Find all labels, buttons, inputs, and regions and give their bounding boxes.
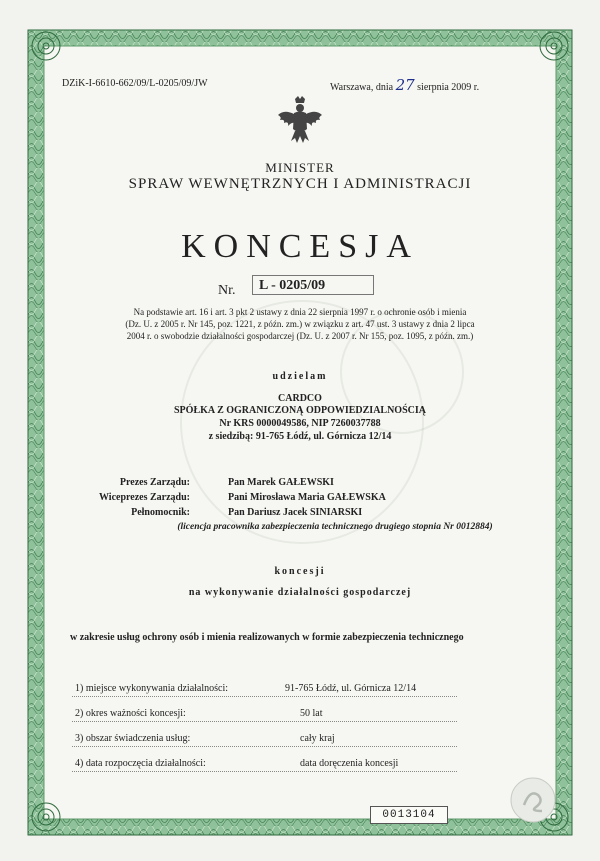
item-divider xyxy=(72,746,457,747)
item-divider xyxy=(72,771,457,772)
item-value: data doręczenia koncesji xyxy=(300,758,399,769)
item-label: 3) obszar świadczenia usług: xyxy=(75,733,191,744)
legal-basis-line: 2004 r. o swobodzie działalności gospodarczej (Dz. U. z 2007 r. Nr 155, poz. 1095, z późn. zm.) xyxy=(126,331,474,341)
company-name: CARDCO xyxy=(278,393,322,404)
person-name: Pan Dariusz Jacek SINIARSKI xyxy=(228,507,363,518)
date-prefix: Warszawa, dnia xyxy=(330,82,394,93)
legal-basis-line: Na podstawie art. 16 i art. 3 pkt 2 ustawy z dnia 22 sierpnia 1997 r. o ochronie osób i mienia xyxy=(133,307,467,317)
item-divider xyxy=(72,721,457,722)
company-seat: z siedzibą: 91-765 Łódź, ul. Górnicza 12/14 xyxy=(208,431,392,442)
legal-basis xyxy=(95,306,505,342)
person-row xyxy=(0,492,600,505)
person-row xyxy=(0,507,600,520)
concession-scope: w zakresie usług ochrony osób i mienia realizowanych w formie zabezpieczenia technicznego xyxy=(70,632,464,643)
item-label: 2) okres ważności koncesji: xyxy=(75,708,186,719)
person-role: Prezes Zarządu: xyxy=(119,477,190,488)
ministry-name: SPRAW WEWNĘTRZNYCH I ADMINISTRACJI xyxy=(128,176,472,192)
hologram-icon xyxy=(508,775,558,825)
date-rest: sierpnia 2009 r. xyxy=(417,82,480,93)
person-role: Pełnomocnik: xyxy=(131,507,190,518)
item-value: 50 lat xyxy=(300,708,323,719)
concession-word: koncesji xyxy=(274,566,326,577)
company-registry: Nr KRS 0000049586, NIP 7260037788 xyxy=(219,418,381,429)
license-note: (licencja pracownika zabezpieczenia technicznego drugiego stopnia Nr 0012884) xyxy=(177,522,493,532)
concession-purpose: na wykonywanie działalności gospodarczej xyxy=(188,587,412,598)
grant-word: udzielam xyxy=(272,371,328,382)
number-label: Nr. xyxy=(218,283,236,298)
concession-number: L - 0205/09 xyxy=(252,275,374,295)
document-title: KONCESJA xyxy=(181,228,419,265)
item-label: 1) miejsce wykonywania działalności: xyxy=(75,683,229,694)
eagle-emblem-icon xyxy=(276,95,324,147)
person-role: Wiceprezes Zarządu: xyxy=(98,492,190,503)
handwritten-day: 27 xyxy=(395,76,415,94)
person-name: Pan Marek GAŁEWSKI xyxy=(228,477,334,488)
item-label: 4) data rozpoczęcia działalności: xyxy=(75,758,206,769)
person-row xyxy=(0,477,600,490)
authority-title: MINISTER xyxy=(265,160,335,175)
reference-number: DZiK-I-6610-662/09/L-0205/09/JW xyxy=(62,78,208,89)
company-form: SPÓŁKA Z OGRANICZONĄ ODPOWIEDZIALNOŚCIĄ xyxy=(174,405,426,416)
legal-basis-line: (Dz. U. z 2005 r. Nr 145, poz. 1221, z późn. zm.) w związku z art. 47 ust. 3 ustawy z dnia 2 lipca xyxy=(125,319,475,329)
item-divider xyxy=(72,696,457,697)
issue-date xyxy=(330,76,479,94)
item-value: cały kraj xyxy=(300,733,335,744)
serial-number: 0013104 xyxy=(370,806,448,824)
item-value: 91-765 Łódź, ul. Górnicza 12/14 xyxy=(285,683,417,694)
person-name: Pani Mirosława Maria GAŁEWSKA xyxy=(228,492,386,503)
